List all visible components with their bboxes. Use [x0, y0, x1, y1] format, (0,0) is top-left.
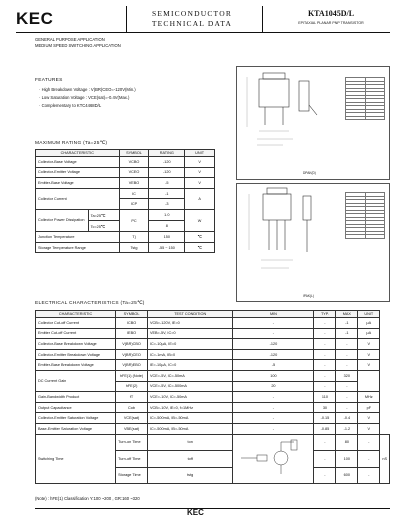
table-row: Collector Cut-off Current ICBO VCB=-120V, IE=0 - - -1 μA: [36, 318, 390, 329]
header-divider: [262, 6, 263, 32]
table-row: Junction Temperature Tj 150 ℃: [36, 232, 215, 243]
table-row: Storage Temperature Range Tstg -55 ~ 150 ℃: [36, 242, 215, 253]
col-header: MAX: [336, 311, 358, 318]
max-rating-table: [35, 149, 215, 253]
col-header: CHARACTERISTIC: [36, 150, 120, 157]
header-title-2: TECHNICAL DATA: [151, 19, 233, 28]
switching-test-circuit: [233, 434, 314, 484]
table-row: Emitter Cut-off Current IEBO VEB=-5V, IC=0 - - -1 μA: [36, 328, 390, 339]
table-row: Switching Time Turn-on Time ton - 80 - nS: [36, 434, 390, 451]
table-row: Emitter-Base Breakdown Voltage V(BR)EBO IE=-10μA, IC=0 -5 - - V: [36, 360, 390, 371]
table-row: 8: [36, 221, 215, 232]
header-rule: [16, 32, 390, 33]
elec-char-table: [35, 310, 390, 484]
ipak-label: IPAK(L): [303, 294, 314, 298]
footer-kec-logo: KEC: [187, 508, 204, 517]
features-heading: FEATURES: [35, 78, 63, 83]
col-header: SYMBOL: [116, 311, 148, 318]
table-row: Collector-Base Voltage VCBO -120 V: [36, 157, 215, 168]
part-description: EPITAXIAL PLANAR PNP TRANSISTOR: [298, 21, 364, 25]
feature-item: · High Breakdown Voltage : V(BR)CEO=-120V(Min.): [39, 87, 136, 92]
col-header: MIN: [233, 311, 314, 318]
application-line-2: MEDIUM SPEED SWITCHING APPLICATION: [35, 43, 121, 48]
part-number: KTA1045D/L: [307, 9, 355, 18]
table-row: Base-Emitter Saturation Voltage VBE(sat) IC=-500mA, IB=-50mA - -0.85 -1.2 V: [36, 423, 390, 434]
feature-item: · Complementary to KTC4468D/L: [39, 103, 102, 108]
col-header: RATING: [149, 150, 185, 157]
header-divider: [126, 6, 127, 32]
table-row: Collector-Emitter Voltage VCEO -120 V: [36, 167, 215, 178]
footer-rule: [35, 508, 390, 509]
table-row: Collector Power Dissipation Ta=25℃ Tc=25℃ PC 1.0 W: [36, 209, 215, 220]
application-line-1: GENERAL PURPOSE APPLICATION: [35, 37, 105, 42]
dpak-dimension-table: [345, 77, 385, 120]
table-row: Collector-Emitter Breakdown Voltage V(BR)CEO IC=-1mA, IB=0 -120 - - V: [36, 349, 390, 360]
table-row: Collector Current IC -1 A: [36, 188, 215, 199]
feature-item: · Low Saturation Voltage : VCE(sat)=-0.4V(Max.): [39, 95, 130, 100]
elec-char-heading: ELECTRICAL CHARACTERISTICS (Ta=25℃): [35, 301, 145, 306]
ipak-dimension-table: [345, 192, 385, 239]
dpak-label: DPAK(D): [303, 171, 316, 175]
header-title-1: SEMICONDUCTOR: [151, 9, 233, 18]
table-row: Collector-Base Breakdown Voltage V(BR)CBO IC=-10μA, IE=0 -120 - - V: [36, 339, 390, 350]
table-row: Emitter-Base Voltage VEBO -5 V: [36, 178, 215, 189]
col-header: CHARACTERISTIC: [36, 311, 116, 318]
kec-logo: KEC: [16, 9, 54, 28]
col-header: SYMBOL: [119, 150, 149, 157]
table-row: Storage Time tstg - 600 -: [36, 467, 390, 484]
col-header: TYP.: [314, 311, 336, 318]
table-row: Collector-Emitter Saturation Voltage VCE(sat) IC=-500mA, IB=-50mA - -0.15 -0.4 V: [36, 413, 390, 424]
table-row: DC Current Gain hFE(1) (Note) VCE=-5V, IC=-50mA 100 - 320: [36, 370, 390, 381]
col-header: TEST CONDITION: [147, 311, 232, 318]
col-header: UNIT: [358, 311, 380, 318]
max-rating-heading: MAXIMUM RATING (Ta=25℃): [35, 141, 108, 146]
table-row: Turn-off Time toff - 100 -: [36, 451, 390, 468]
package-diagram-dpak: [236, 66, 390, 180]
table-row: Output Capacitance Cob VCB=-10V, IE=0, f=1MHz - 30 - pF: [36, 402, 390, 413]
table-row: ICP -3: [36, 199, 215, 210]
table-row: hFE(2) VCE=-5V, IC=-500mA 20 - -: [36, 381, 390, 392]
package-diagram-ipak: [236, 183, 390, 302]
hfe-classification-note: (Note) : hFE(1) Classification Y:100 ~200 , GR:160 ~320: [35, 496, 140, 501]
col-header: UNIT: [185, 150, 215, 157]
table-row: Gain-Bandwidth Product fT VCE=-10V, IC=-50mA - 110 - MHz: [36, 392, 390, 403]
